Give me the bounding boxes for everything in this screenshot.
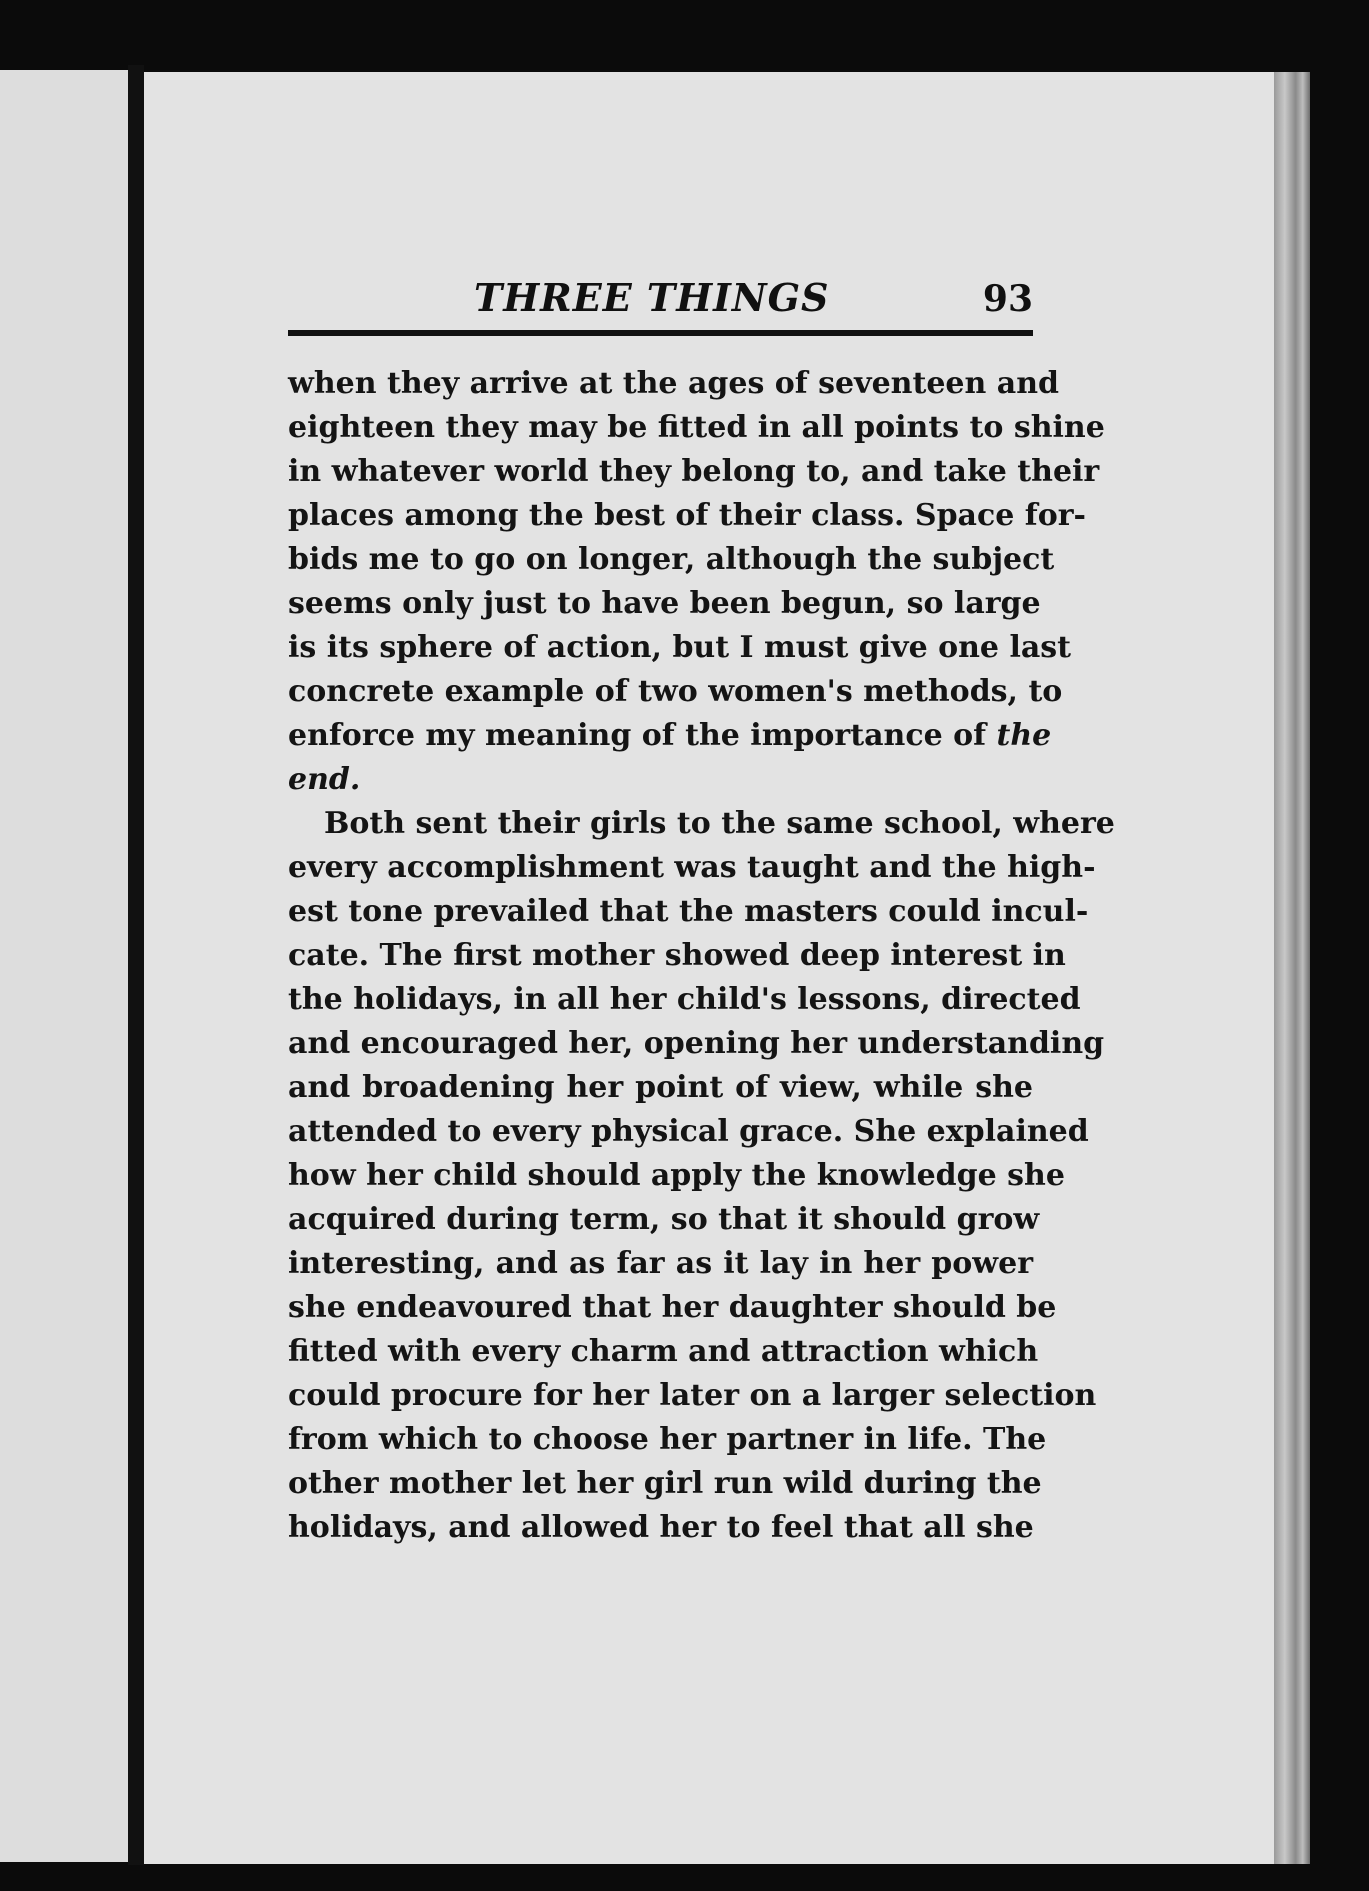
italic-emphasis: end. xyxy=(288,762,361,797)
text-line: every accomplishment was taught and the high- xyxy=(288,850,1096,885)
text-line: in whatever world they belong to, and take their xyxy=(288,454,1100,489)
text-line: places among the best of their class. Space for- xyxy=(288,498,1086,533)
text-line: how her child should apply the knowledge she xyxy=(288,1158,1065,1193)
text-line: interesting, and as far as it lay in her power xyxy=(288,1246,1033,1281)
text-line: other mother let her girl run wild during the xyxy=(288,1466,1042,1501)
text-line: concrete example of two women's methods, to xyxy=(288,674,1063,709)
book-gutter xyxy=(128,65,144,1865)
text-line: from which to choose her partner in life. The xyxy=(288,1422,1047,1457)
body-text xyxy=(288,362,1115,1550)
text-line-with-italic xyxy=(288,714,1052,758)
italic-emphasis: the xyxy=(996,718,1052,753)
text-line: bids me to go on longer, although the subject xyxy=(288,542,1055,577)
text-line: is its sphere of action, but I must give one last xyxy=(288,630,1072,665)
text-line-italic xyxy=(288,758,1033,802)
text-line: Both sent their girls to the same school, where xyxy=(324,806,1115,841)
text-fragment: enforce my meaning of the importance of xyxy=(288,718,987,753)
text-line: attended to every physical grace. She explained xyxy=(288,1114,1089,1149)
page-stack-edge xyxy=(1274,72,1310,1864)
running-head-title: THREE THINGS xyxy=(474,275,830,320)
page-number: 93 xyxy=(982,278,1033,320)
text-line: she endeavoured that her daughter should be xyxy=(288,1290,1057,1325)
text-line: seems only just to have been begun, so large xyxy=(288,586,1041,621)
text-line: fitted with every charm and attraction which xyxy=(288,1334,1039,1369)
text-line: eighteen they may be fitted in all points to shine xyxy=(288,410,1105,445)
text-line: acquired during term, so that it should grow xyxy=(288,1202,1040,1237)
text-line: the holidays, in all her child's lessons, directed xyxy=(288,982,1081,1017)
text-line: when they arrive at the ages of seventeen and xyxy=(288,366,1059,401)
facing-page-edge xyxy=(0,70,128,1862)
text-line: and broadening her point of view, while she xyxy=(288,1070,1033,1105)
text-line: holidays, and allowed her to feel that all she xyxy=(288,1510,1034,1545)
text-line: cate. The first mother showed deep interest in xyxy=(288,938,1066,973)
running-head xyxy=(288,270,1033,336)
text-line: est tone prevailed that the masters could incul- xyxy=(288,894,1089,929)
text-line: and encouraged her, opening her understanding xyxy=(288,1026,1105,1061)
text-line: could procure for her later on a larger selection xyxy=(288,1378,1097,1413)
